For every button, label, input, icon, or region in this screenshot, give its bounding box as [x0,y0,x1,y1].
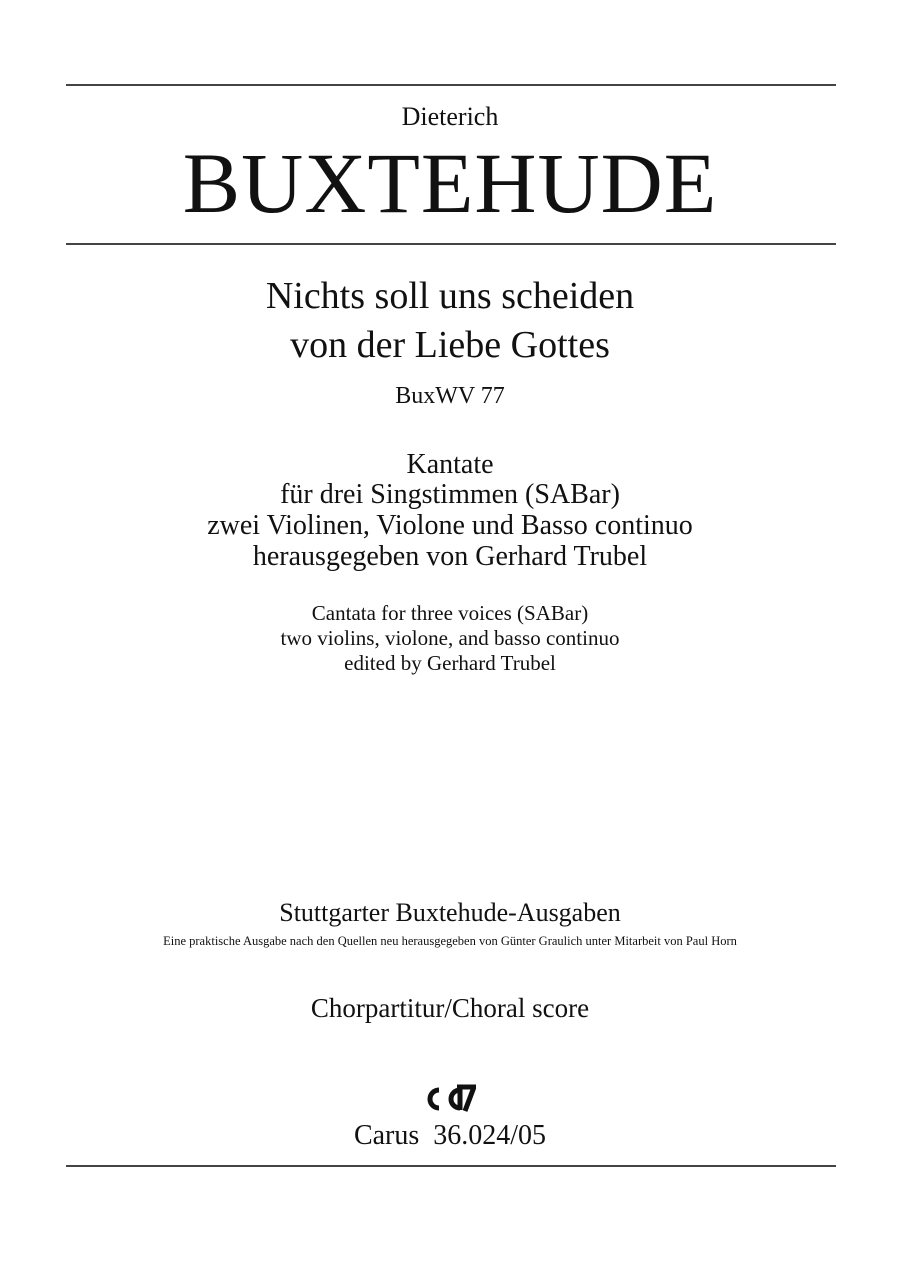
title-rule [66,243,836,245]
title-line-1: Nichts soll uns scheiden [265,275,635,317]
series-subtitle: Eine praktische Ausgabe nach den Quellen neu herausgegeben von Günter Graulich unter Mitarbeit von Paul Horn [163,934,737,948]
description-de-line: herausgegeben von Gerhard Trubel [252,541,648,572]
score-type: Chorpartitur/Choral score [310,993,590,1023]
description-en-line: edited by Gerhard Trubel [344,651,556,675]
publisher-catalog-number: Carus 36.024/05 [353,1120,547,1151]
description-de-line: zwei Violinen, Violone und Basso continuo [207,510,693,541]
description-en-line: Cantata for three voices (SABar) [311,601,589,625]
description-en-line: two violins, violone, and basso continuo [280,626,620,650]
title-line-2: von der Liebe Gottes [290,324,610,366]
catalog-number: BuxWV 77 [395,383,505,409]
composer-last-name: BUXTEHUDE [182,135,718,231]
description-de-line: Kantate [406,449,494,480]
composer-first-name: Dieterich [401,102,499,131]
carus-logo-icon [424,1084,476,1114]
top-rule [66,84,836,86]
series-name: Stuttgarter Buxtehude-Ausgaben [279,898,621,927]
bottom-rule [66,1165,836,1167]
description-de-line: für drei Singstimmen (SABar) [280,479,620,510]
